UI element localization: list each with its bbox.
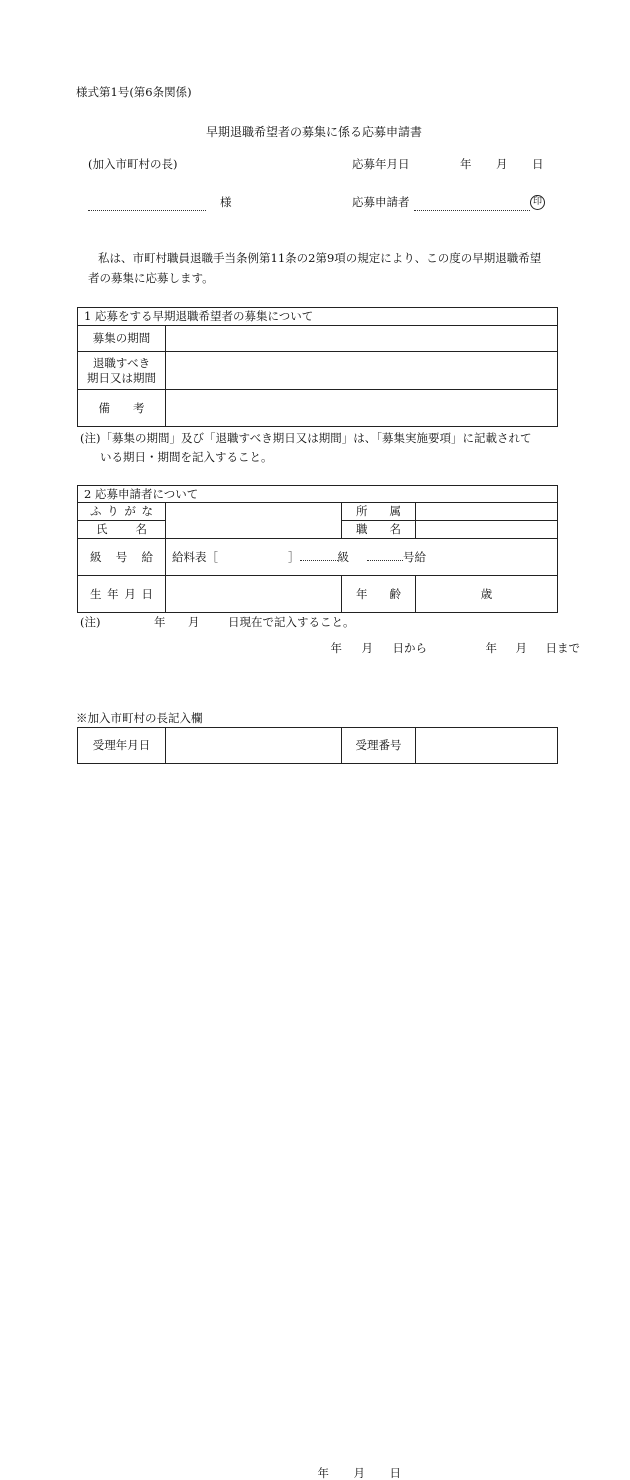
application-date-month: 月 xyxy=(496,157,508,171)
affiliation-char-2: 属 xyxy=(389,504,401,519)
age-char-2: 齢 xyxy=(389,586,401,601)
name-char-1: 氏 xyxy=(96,522,108,537)
age-label-cell xyxy=(342,576,416,613)
period-field[interactable]: 年 月 日から 年 月 日まで xyxy=(166,326,558,352)
grade-unit: 級 xyxy=(337,549,349,564)
note2-year: 年 xyxy=(154,615,166,629)
step-unit: 号給 xyxy=(403,549,426,564)
affiliation-field[interactable] xyxy=(416,503,558,521)
page-title: 早期退職希望者の募集に係る応募申請書 xyxy=(206,125,423,139)
position-char-1: 職 xyxy=(356,522,368,537)
section2-heading: 2 応募申請者について xyxy=(78,486,558,503)
birth-char-2: 年 xyxy=(107,586,119,601)
birth-char-1: 生 xyxy=(90,586,102,601)
body-text-line2: 者の募集に応募します。 xyxy=(88,271,214,285)
application-date-day: 日 xyxy=(532,157,544,171)
grade-field[interactable] xyxy=(166,539,558,576)
period-label: 募集の期間 xyxy=(78,326,166,352)
grade-char-3: 給 xyxy=(141,549,153,564)
addressee: (加入市町村の長) xyxy=(88,157,178,171)
application-date-label: 応募年月日 xyxy=(352,157,410,171)
furigana-char-4: な xyxy=(141,504,153,519)
birth-label-cell xyxy=(78,576,166,613)
received-date-field[interactable]: 年 月 日 xyxy=(166,728,342,764)
received-number-field[interactable] xyxy=(416,728,558,764)
form-number: 様式第1号(第6条関係) xyxy=(76,85,192,99)
remarks-field[interactable] xyxy=(166,390,558,427)
furigana-char-1: ふ xyxy=(90,504,102,519)
position-char-2: 名 xyxy=(389,522,401,537)
note2-month: 月 xyxy=(188,615,200,629)
age-char-1: 年 xyxy=(356,586,368,601)
body-text-line1: 私は、市町村職員退職手当条例第11条の2第9項の規定により、この度の早期退職希望 xyxy=(98,251,542,265)
received-date-label: 受理年月日 xyxy=(78,728,166,764)
note1-line1: (注)「募集の期間」及び「退職すべき期日又は期間」は、「募集実施要項」に記載されて xyxy=(80,431,532,445)
grade-char-2: 号 xyxy=(115,549,128,564)
official-table xyxy=(77,727,558,1480)
salary-table-label: 給料表［ xyxy=(172,549,218,564)
position-label-cell xyxy=(342,521,416,539)
furigana-label-cell xyxy=(78,503,166,521)
received-number-label: 受理番号 xyxy=(342,728,416,764)
furigana-char-3: が xyxy=(124,504,136,519)
sama-label: 様 xyxy=(220,195,232,209)
furigana-label xyxy=(90,504,153,518)
note2-prefix: (注) xyxy=(80,615,101,629)
birth-char-3: 月 xyxy=(124,586,136,601)
step-blank[interactable] xyxy=(367,550,403,561)
grade-char-1: 級 xyxy=(90,549,102,564)
section1-heading: 1 応募をする早期退職希望者の募集について xyxy=(78,308,558,326)
remarks-label: 備 考 xyxy=(78,390,166,427)
bracket-close: ］ xyxy=(288,549,300,564)
note1-line2: いる期日・期間を記入すること。 xyxy=(100,450,273,464)
addressee-name-field[interactable] xyxy=(88,198,206,211)
affiliation-label-cell xyxy=(342,503,416,521)
age-unit: 歳 xyxy=(480,586,493,601)
application-date-year: 年 xyxy=(460,157,472,171)
applicant-label: 応募申請者 xyxy=(352,195,410,209)
retire-label xyxy=(78,352,166,390)
grade-blank[interactable] xyxy=(300,550,338,561)
name-char-2: 名 xyxy=(135,522,147,537)
birth-char-4: 日 xyxy=(141,586,153,601)
name-label-cell xyxy=(78,521,166,539)
grade-label-cell xyxy=(78,539,166,576)
retire-label-line2: 期日又は期間 xyxy=(87,370,156,385)
applicant-name-field[interactable] xyxy=(414,198,530,211)
official-section-label: ※加入市町村の長記入欄 xyxy=(76,711,203,725)
retire-label-line1: 退職すべき xyxy=(92,355,151,370)
retire-field[interactable] xyxy=(166,352,558,390)
seal-mark: 印 xyxy=(530,195,545,210)
affiliation-char-1: 所 xyxy=(356,504,368,519)
furigana-char-2: り xyxy=(107,504,119,519)
section2-table xyxy=(77,485,558,613)
birth-field[interactable] xyxy=(166,576,342,613)
name-field[interactable] xyxy=(166,503,342,539)
age-field[interactable] xyxy=(416,576,558,613)
note2-suffix: 日現在で記入すること。 xyxy=(228,615,355,629)
position-field[interactable] xyxy=(416,521,558,539)
